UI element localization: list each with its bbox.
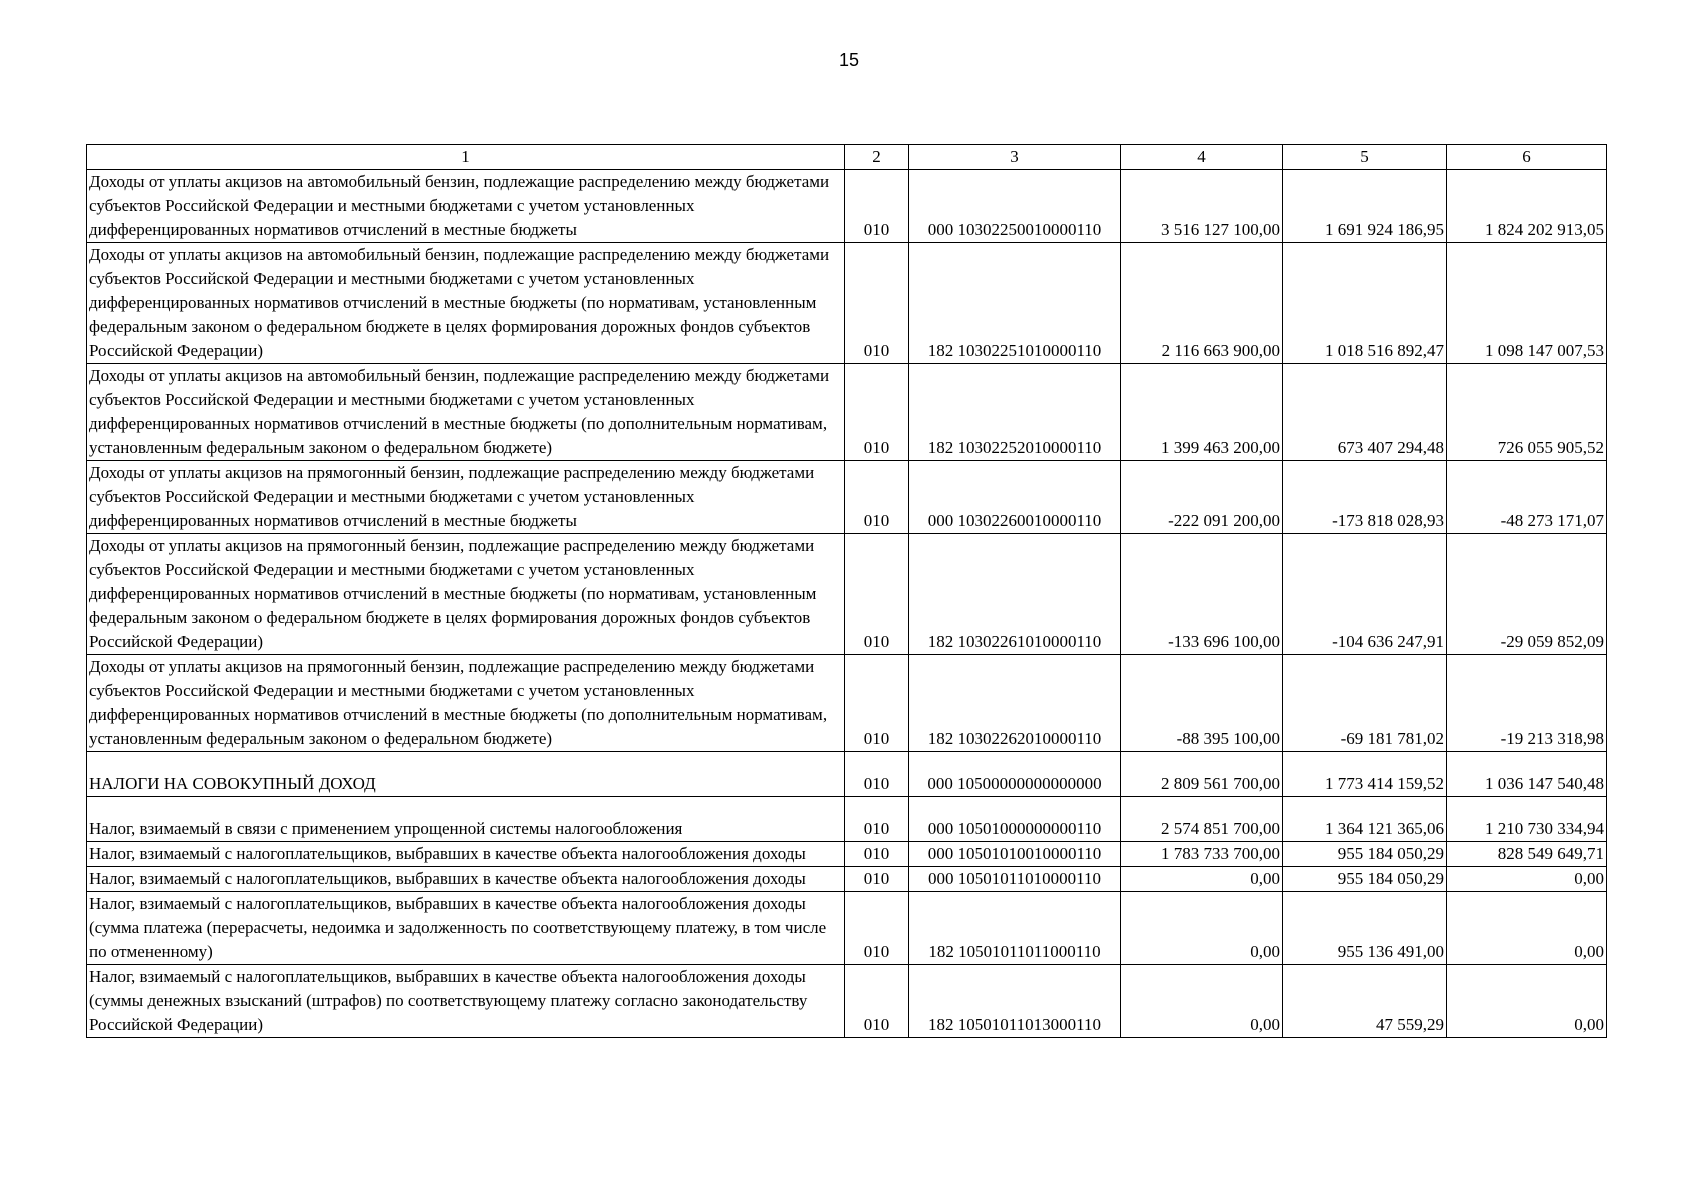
row-value-col6: -48 273 171,07	[1447, 461, 1607, 534]
row-value-col5: 1 364 121 365,06	[1283, 797, 1447, 842]
column-header: 6	[1447, 145, 1607, 170]
row-value-col4: 0,00	[1121, 867, 1283, 892]
row-value-col5: -173 818 028,93	[1283, 461, 1447, 534]
row-kbk: 182 10302262010000110	[909, 655, 1121, 752]
row-code: 010	[845, 364, 909, 461]
row-value-col6: 828 549 649,71	[1447, 842, 1607, 867]
row-value-col4: 2 574 851 700,00	[1121, 797, 1283, 842]
row-code: 010	[845, 243, 909, 364]
row-kbk: 000 10501010010000110	[909, 842, 1121, 867]
row-value-col5: 1 691 924 186,95	[1283, 170, 1447, 243]
row-code: 010	[845, 867, 909, 892]
row-value-col6: 0,00	[1447, 867, 1607, 892]
row-value-col4: 1 399 463 200,00	[1121, 364, 1283, 461]
row-value-col6: 0,00	[1447, 965, 1607, 1038]
row-code: 010	[845, 892, 909, 965]
row-kbk: 000 10500000000000000	[909, 752, 1121, 797]
table-row	[87, 461, 1607, 534]
row-value-col5: 1 018 516 892,47	[1283, 243, 1447, 364]
row-value-col5: 955 136 491,00	[1283, 892, 1447, 965]
column-header: 1	[87, 145, 845, 170]
table-row	[87, 797, 1607, 842]
column-header: 3	[909, 145, 1121, 170]
row-value-col5: -69 181 781,02	[1283, 655, 1447, 752]
row-kbk: 000 10501011010000110	[909, 867, 1121, 892]
row-code: 010	[845, 655, 909, 752]
table-row	[87, 534, 1607, 655]
row-value-col4: 0,00	[1121, 892, 1283, 965]
column-header: 4	[1121, 145, 1283, 170]
row-description: Налог, взимаемый с налогоплательщиков, выбравших в качестве объекта налогообложения доходы (суммы денежных взысканий (штрафов) по соответствующему платежу согласно законодательству Российской Федерации)	[87, 965, 845, 1038]
row-value-col6: -19 213 318,98	[1447, 655, 1607, 752]
row-kbk: 182 10501011011000110	[909, 892, 1121, 965]
table-row	[87, 867, 1607, 892]
row-code: 010	[845, 965, 909, 1038]
row-value-col4: 3 516 127 100,00	[1121, 170, 1283, 243]
page-number: 15	[838, 50, 860, 70]
row-kbk: 000 10302250010000110	[909, 170, 1121, 243]
row-value-col4: 2 809 561 700,00	[1121, 752, 1283, 797]
column-header: 5	[1283, 145, 1447, 170]
row-code: 010	[845, 797, 909, 842]
table-row	[87, 965, 1607, 1038]
row-value-col6: -29 059 852,09	[1447, 534, 1607, 655]
table-row	[87, 892, 1607, 965]
column-header: 2	[845, 145, 909, 170]
row-description: Доходы от уплаты акцизов на автомобильный бензин, подлежащие распределению между бюджетами субъектов Российской Федерации и местными бюджетами с учетом установленных дифференцированных нормативов отчислений в местные бюджеты (по дополнительным нормативам, установленным федеральным законом о федеральном бюджете)	[87, 364, 845, 461]
row-value-col4: 1 783 733 700,00	[1121, 842, 1283, 867]
row-kbk: 182 10501011013000110	[909, 965, 1121, 1038]
row-description: Доходы от уплаты акцизов на автомобильный бензин, подлежащие распределению между бюджетами субъектов Российской Федерации и местными бюджетами с учетом установленных дифференцированных нормативов отчислений в местные бюджеты	[87, 170, 845, 243]
row-kbk: 182 10302261010000110	[909, 534, 1121, 655]
row-value-col6: 0,00	[1447, 892, 1607, 965]
row-value-col4: 0,00	[1121, 965, 1283, 1038]
row-value-col6: 1 210 730 334,94	[1447, 797, 1607, 842]
table-row	[87, 752, 1607, 797]
column-number-row	[87, 145, 1607, 170]
row-kbk: 000 10501000000000110	[909, 797, 1121, 842]
table-row	[87, 842, 1607, 867]
row-description: НАЛОГИ НА СОВОКУПНЫЙ ДОХОД	[87, 752, 845, 797]
row-value-col5: 955 184 050,29	[1283, 867, 1447, 892]
row-value-col6: 1 098 147 007,53	[1447, 243, 1607, 364]
row-value-col4: -133 696 100,00	[1121, 534, 1283, 655]
row-code: 010	[845, 752, 909, 797]
row-description: Доходы от уплаты акцизов на прямогонный бензин, подлежащие распределению между бюджетами субъектов Российской Федерации и местными бюджетами с учетом установленных дифференцированных нормативов отчислений в местные бюджеты	[87, 461, 845, 534]
row-value-col6: 1 824 202 913,05	[1447, 170, 1607, 243]
row-kbk: 182 10302251010000110	[909, 243, 1121, 364]
row-code: 010	[845, 170, 909, 243]
table-row	[87, 364, 1607, 461]
row-description: Налог, взимаемый с налогоплательщиков, выбравших в качестве объекта налогообложения доходы	[87, 867, 845, 892]
row-value-col5: 673 407 294,48	[1283, 364, 1447, 461]
row-description: Налог, взимаемый с налогоплательщиков, выбравших в качестве объекта налогообложения доходы	[87, 842, 845, 867]
row-description: Налог, взимаемый в связи с применением упрощенной системы налогообложения	[87, 797, 845, 842]
table-row	[87, 170, 1607, 243]
table-row	[87, 243, 1607, 364]
row-kbk: 000 10302260010000110	[909, 461, 1121, 534]
row-value-col5: 47 559,29	[1283, 965, 1447, 1038]
row-value-col6: 726 055 905,52	[1447, 364, 1607, 461]
row-description: Доходы от уплаты акцизов на прямогонный бензин, подлежащие распределению между бюджетами субъектов Российской Федерации и местными бюджетами с учетом установленных дифференцированных нормативов отчислений в местные бюджеты (по нормативам, установленным федеральным законом о федеральном бюджете в целях формирования дорожных фондов субъектов Российской Федерации)	[87, 534, 845, 655]
row-value-col4: -88 395 100,00	[1121, 655, 1283, 752]
row-value-col4: 2 116 663 900,00	[1121, 243, 1283, 364]
row-description: Доходы от уплаты акцизов на автомобильный бензин, подлежащие распределению между бюджетами субъектов Российской Федерации и местными бюджетами с учетом установленных дифференцированных нормативов отчислений в местные бюджеты (по нормативам, установленным федеральным законом о федеральном бюджете в целях формирования дорожных фондов субъектов Российской Федерации)	[87, 243, 845, 364]
revenue-table	[86, 144, 1607, 1038]
row-description: Доходы от уплаты акцизов на прямогонный бензин, подлежащие распределению между бюджетами субъектов Российской Федерации и местными бюджетами с учетом установленных дифференцированных нормативов отчислений в местные бюджеты (по дополнительным нормативам, установленным федеральным законом о федеральном бюджете)	[87, 655, 845, 752]
row-value-col6: 1 036 147 540,48	[1447, 752, 1607, 797]
row-value-col5: 1 773 414 159,52	[1283, 752, 1447, 797]
row-code: 010	[845, 534, 909, 655]
row-code: 010	[845, 842, 909, 867]
row-value-col5: -104 636 247,91	[1283, 534, 1447, 655]
row-value-col5: 955 184 050,29	[1283, 842, 1447, 867]
row-code: 010	[845, 461, 909, 534]
row-description: Налог, взимаемый с налогоплательщиков, выбравших в качестве объекта налогообложения доходы (сумма платежа (перерасчеты, недоимка и задолженность по соответствующему платежу, в том числе по отмененному)	[87, 892, 845, 965]
row-kbk: 182 10302252010000110	[909, 364, 1121, 461]
table-row	[87, 655, 1607, 752]
row-value-col4: -222 091 200,00	[1121, 461, 1283, 534]
